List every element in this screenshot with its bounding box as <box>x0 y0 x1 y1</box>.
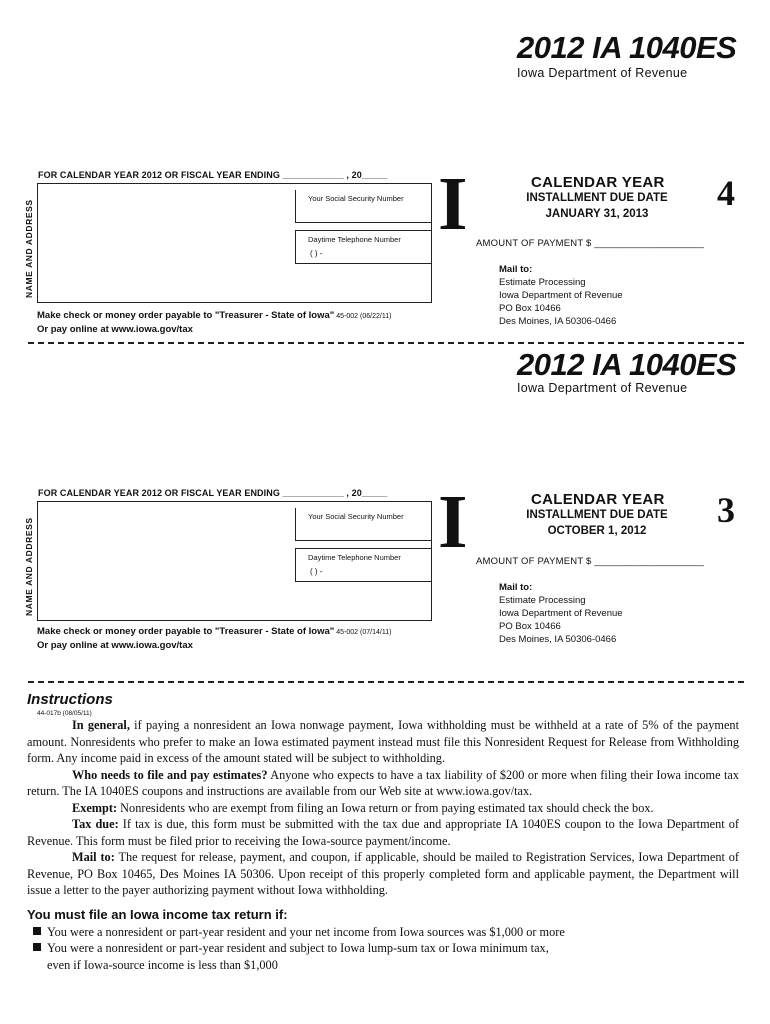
mail-line: Des Moines, IA 50306-0466 <box>499 316 617 327</box>
list-item: You were a nonresident or part-year resident and subject to Iowa lump-sum tax or Iowa minimum tax, <box>27 940 739 957</box>
instructions-section <box>27 691 739 973</box>
coupon-letter: I <box>438 162 468 246</box>
mail-line: Estimate Processing <box>499 595 586 606</box>
mail-to-label: Mail to: <box>499 264 533 275</box>
bullet-square-icon <box>33 927 41 935</box>
form-code: 45-002 (06/22/11) <box>336 313 392 320</box>
ssn-label: Your Social Security Number <box>308 512 404 521</box>
mail-line: Iowa Department of Revenue <box>499 290 623 301</box>
name-address-label: NAME AND ADDRESS <box>24 517 34 616</box>
calendar-year-label: CALENDAR YEAR <box>531 174 665 191</box>
mail-to-label: Mail to: <box>499 582 533 593</box>
paragraph-in-general <box>27 717 739 767</box>
installment-number: 3 <box>717 490 735 530</box>
installment-due-label: INSTALLMENT DUE DATE <box>526 192 668 204</box>
para-text: if paying a nonresident an Iowa nonwage payment, Iowa withholding must be withheld at a rate of 5% of the payment amount. Nonresidents who prefer to make an Iowa estimated payment instead must file this Nonresident Request for Release from Withholding form. Any income paid in excess of the amount stated will be subject to withholding. <box>27 718 739 765</box>
name-address-label: NAME AND ADDRESS <box>24 199 34 298</box>
mail-line: Estimate Processing <box>499 277 586 288</box>
para-lead: Mail to: <box>72 850 115 864</box>
due-date: JANUARY 31, 2013 <box>545 208 649 220</box>
form-title: 2012 IA 1040ES <box>517 347 737 382</box>
para-text: Nonresidents who are exempt from filing an Iowa return or from paying estimated tax should check the box. <box>117 800 654 815</box>
paragraph-mail-to <box>27 849 739 899</box>
form-title: 2012 IA 1040ES <box>517 30 737 65</box>
fiscal-year-line[interactable]: FOR CALENDAR YEAR 2012 OR FISCAL YEAR ENDING ____________ , 20_____ <box>38 488 388 498</box>
payable-text: Make check or money order payable to "Treasurer - State of Iowa" <box>37 626 335 637</box>
paragraph-exempt <box>27 800 739 817</box>
bullet-square-icon <box>33 943 41 951</box>
payable-text: Make check or money order payable to "Treasurer - State of Iowa" <box>37 310 335 321</box>
list-item: You were a nonresident or part-year resident and your net income from Iowa sources was $1,000 or more <box>27 924 739 941</box>
paragraph-tax-due <box>27 816 739 849</box>
must-file-list <box>27 924 739 974</box>
payable-instructions <box>37 626 391 652</box>
form-code: 45-002 (07/14/11) <box>336 629 392 636</box>
pay-online-text: Or pay online at www.iowa.gov/tax <box>37 323 193 335</box>
mail-line: PO Box 10466 <box>499 303 561 314</box>
coupon-letter: I <box>438 480 468 564</box>
cut-line <box>28 681 744 683</box>
department-name: Iowa Department of Revenue <box>517 66 688 80</box>
para-lead: Who needs to file and pay estimates? <box>72 767 268 782</box>
coupon-installment-4 <box>0 0 770 335</box>
para-text: The request for release, payment, and coupon, if applicable, should be mailed to Registration Services, Iowa Department of Revenue, PO Box 10465, Des Moines IA 50306. Upon receipt of this properly completed form and applicable payment, the Department will issue a letter to the payer authorizing payment without Iowa withholding. <box>27 850 739 897</box>
department-name: Iowa Department of Revenue <box>517 381 688 395</box>
ssn-field[interactable] <box>295 508 432 541</box>
calendar-year-label: CALENDAR YEAR <box>531 491 665 508</box>
instructions-title: Instructions <box>27 691 113 708</box>
para-lead: In general, <box>72 718 130 732</box>
instructions-form-code: 44-017b (08/05/11) <box>37 710 92 717</box>
para-lead: Tax due: <box>72 817 119 831</box>
coupon-installment-3 <box>0 318 770 651</box>
mail-line: Des Moines, IA 50306-0466 <box>499 634 617 645</box>
must-file-heading: You must file an Iowa income tax return if: <box>27 906 288 922</box>
pay-online-text: Or pay online at www.iowa.gov/tax <box>37 639 193 651</box>
phone-field[interactable] <box>295 230 432 264</box>
fiscal-year-line[interactable]: FOR CALENDAR YEAR 2012 OR FISCAL YEAR ENDING ____________ , 20_____ <box>38 170 388 180</box>
mail-line: Iowa Department of Revenue <box>499 608 623 619</box>
phone-field[interactable] <box>295 548 432 582</box>
phone-label: Daytime Telephone Number <box>308 235 401 244</box>
ssn-field[interactable] <box>295 190 432 223</box>
ssn-label: Your Social Security Number <box>308 194 404 203</box>
installment-due-label: INSTALLMENT DUE DATE <box>526 509 668 521</box>
installment-number: 4 <box>717 173 735 213</box>
para-text: Anyone who expects to have a tax liability of $200 or more when filing their Iowa income tax return. The IA 1040ES coupons and instructions are available from our Web site at www.iowa.gov/tax. <box>27 767 740 798</box>
phone-label: Daytime Telephone Number <box>308 553 401 562</box>
list-item-continuation: even if Iowa-source income is less than $1,000 <box>47 957 278 972</box>
paragraph-who-needs <box>27 767 739 800</box>
mail-line: PO Box 10466 <box>499 621 561 632</box>
phone-format: ( ) - <box>310 567 323 576</box>
para-text: If tax is due, this form must be submitted with the tax due and appropriate IA 1040ES coupon to the Iowa Department of Revenue. This form must be filed prior to receiving the Iowa-source payment/income. <box>27 817 739 848</box>
mail-to-address <box>499 581 623 646</box>
amount-of-payment-field[interactable]: AMOUNT OF PAYMENT $ ____________________ <box>476 238 705 249</box>
phone-format: ( ) - <box>310 249 323 258</box>
para-lead: Exempt: <box>72 800 118 815</box>
due-date: OCTOBER 1, 2012 <box>547 525 647 537</box>
amount-of-payment-field[interactable]: AMOUNT OF PAYMENT $ ____________________ <box>476 556 705 567</box>
